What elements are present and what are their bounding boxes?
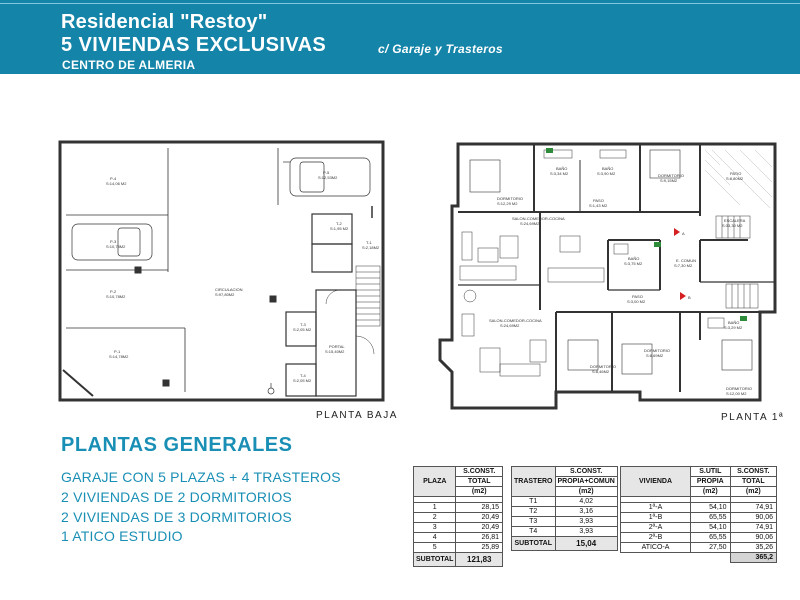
label-salon-1: SALON-COMEDOR-COCINA	[512, 216, 565, 221]
cell-sconst: 90,06	[730, 513, 776, 523]
cell-value: 26,81	[456, 533, 503, 543]
label-p2: P-2	[110, 289, 117, 294]
planta-baja-room-labels	[106, 170, 380, 383]
label-p4: P-4	[110, 176, 117, 181]
label-p2-area: S:10,78M2	[106, 294, 126, 299]
label-t4-area: S:2,05 M2	[293, 378, 312, 383]
cell-trastero: T4	[512, 527, 556, 537]
label-p4-area: S:14,06 M2	[106, 181, 127, 186]
cell-sconst: 35,26	[730, 543, 776, 553]
planta-1-label: PLANTA 1ª	[721, 412, 785, 423]
cell-plaza: 3	[414, 523, 456, 533]
th-sutil: S.UTIL	[691, 467, 731, 477]
cell-vivienda: 2ª-A	[621, 523, 691, 533]
th-plaza: PLAZA	[414, 467, 456, 497]
label-escalera: ESCALERA	[724, 218, 746, 223]
label-paso-2-area: S:3,00 M2	[627, 299, 646, 304]
th-total: TOTAL	[456, 477, 503, 487]
th-m2: (m2)	[691, 487, 731, 497]
label-salon-2-area: S:24,69M2	[500, 323, 520, 328]
desc-line-garaje: GARAJE CON 5 PLAZAS + 4 TRASTEROS	[61, 469, 341, 485]
cell-vivienda: 2ª-B	[621, 533, 691, 543]
table-plazas	[413, 466, 503, 567]
table-row	[512, 507, 618, 517]
label-t1: T-1	[366, 240, 372, 245]
stairs-drawing	[356, 266, 380, 326]
table-row	[512, 517, 618, 527]
bed-icon	[722, 340, 752, 370]
th-trastero: TRASTERO	[512, 467, 556, 497]
cell-subtotal-value: 15,04	[555, 537, 617, 551]
desc-line-atico: 1 ATICO ESTUDIO	[61, 528, 183, 544]
cell-plaza: 4	[414, 533, 456, 543]
cell-sutil: 54,10	[691, 503, 731, 513]
cell-vivienda: ATICO-A	[621, 543, 691, 553]
label-salon-1-area: S:24,69M2	[520, 221, 540, 226]
cell-total-value: 365,2	[730, 553, 776, 563]
cell-sutil: 65,55	[691, 513, 731, 523]
cell-sutil: 27,50	[691, 543, 731, 553]
label-dormitorio-a-area: S:12,29 M2	[497, 201, 518, 206]
table-subtotal-row	[414, 553, 503, 567]
label-dormitorio-b-area: S:9,15M2	[660, 178, 678, 183]
label-patio-area: S:8,80M2	[726, 176, 744, 181]
planta-1-room-labels	[489, 166, 752, 396]
label-dormitorio-e: DORMITORIO	[726, 386, 752, 391]
table-row	[414, 513, 503, 523]
cell-value: 28,15	[456, 503, 503, 513]
label-escalera-area: S:33,30 M2	[722, 223, 743, 228]
cell-sconst: 74,91	[730, 523, 776, 533]
cell-value: 25,89	[456, 543, 503, 553]
th-total: TOTAL	[730, 477, 776, 487]
cell-vivienda: 1ª-A	[621, 503, 691, 513]
label-bano-4: BAÑO	[728, 320, 740, 325]
label-dormitorio-c-area: S:8,46M2	[592, 369, 610, 374]
cell-trastero: T3	[512, 517, 556, 527]
th-propia-comun: PROPIA+COMUN	[555, 477, 617, 487]
table-row	[414, 523, 503, 533]
cell-plaza: 2	[414, 513, 456, 523]
table-subtotal-row	[512, 537, 618, 551]
table-row	[621, 503, 777, 513]
label-p3-area: S:10,78M2	[106, 244, 126, 249]
label-p5: P-5	[323, 170, 330, 175]
table-row	[414, 503, 503, 513]
cell-value: 3,93	[555, 517, 617, 527]
label-t4: T-4	[300, 373, 306, 378]
cell-subtotal-label: SUBTOTAL	[512, 537, 556, 551]
label-circulacion-area: S:97,80M2	[215, 292, 235, 297]
label-circulacion: CIRCULACION	[215, 287, 243, 292]
th-m2: (m2)	[555, 487, 617, 497]
label-dormitorio-c: DORMITORIO	[590, 364, 616, 369]
marker-b-icon	[680, 292, 691, 300]
th-m2: (m2)	[730, 487, 776, 497]
th-vivienda: VIVIENDA	[621, 467, 691, 497]
label-p5-area: S:12,53M2	[318, 175, 338, 180]
th-propia: PROPIA	[691, 477, 731, 487]
desc-line-2-dormitorios: 2 VIVIENDAS DE 2 DORMITORIOS	[61, 489, 292, 505]
cell-plaza: 1	[414, 503, 456, 513]
label-bano-3: BAÑO	[628, 256, 640, 261]
label-t3-area: S:2,05 M2	[293, 327, 312, 332]
label-p3: P-3	[110, 239, 117, 244]
cell-sconst: 90,06	[730, 533, 776, 543]
table-row	[621, 523, 777, 533]
cell-trastero: T2	[512, 507, 556, 517]
cell-value: 4,02	[555, 497, 617, 507]
table-row	[621, 513, 777, 523]
cell-subtotal-value: 121,83	[456, 553, 503, 567]
label-t3: T-3	[300, 322, 306, 327]
label-marker-a: A	[682, 231, 685, 236]
label-dormitorio-e-area: S:12,00 M2	[726, 391, 747, 396]
label-t1-area: S:2,18M2	[362, 245, 380, 250]
table-row	[414, 533, 503, 543]
accessibility-icon	[268, 383, 274, 394]
cell-plaza: 5	[414, 543, 456, 553]
plantas-generales-heading: PLANTAS GENERALES	[61, 434, 293, 456]
label-dormitorio-b: DORMITORIO	[658, 173, 684, 178]
cell-vivienda: 1ª-B	[621, 513, 691, 523]
cell-value: 3,93	[555, 527, 617, 537]
table-row	[621, 533, 777, 543]
label-portal-area: S:15,40M2	[325, 349, 345, 354]
label-p1-area: S:14,78M2	[109, 354, 129, 359]
planta-baja-label: PLANTA BAJA	[316, 410, 398, 421]
marker-a-icon	[674, 228, 685, 236]
label-paso: PASO	[593, 198, 604, 203]
label-bano-2-area: S:3,90 M2	[597, 171, 616, 176]
label-e-comun: E. COMUN	[676, 258, 696, 263]
label-bano-1: BAÑO	[556, 166, 568, 171]
th-m2: (m2)	[456, 487, 503, 497]
label-p1: P-1	[114, 349, 121, 354]
label-t2: T-2	[336, 221, 342, 226]
label-bano-3-area: S:3,75 M2	[624, 261, 643, 266]
table-row	[621, 543, 777, 553]
cell-value: 20,49	[456, 513, 503, 523]
stairs-drawing	[716, 216, 758, 308]
title-viviendas: 5 VIVIENDAS EXCLUSIVAS	[61, 34, 327, 56]
label-bano-2: BAÑO	[602, 166, 614, 171]
cell-sconst: 74,91	[730, 503, 776, 513]
label-dormitorio-d-area: S:8,69M2	[646, 353, 664, 358]
table-viviendas	[620, 466, 777, 563]
label-paso-area: S:1,43 M2	[589, 203, 608, 208]
desc-line-3-dormitorios: 2 VIVIENDAS DE 3 DORMITORIOS	[61, 509, 292, 525]
cell-trastero: T1	[512, 497, 556, 507]
table-total-row	[621, 553, 777, 563]
cell-value: 3,16	[555, 507, 617, 517]
label-t2-area: S:1,95 M2	[330, 226, 349, 231]
cell-sutil: 54,10	[691, 523, 731, 533]
subtitle-garaje: c/ Garaje y Trasteros	[378, 42, 503, 56]
label-salon-2: SALON-COMEDOR-COCINA	[489, 318, 542, 323]
cell-subtotal-label: SUBTOTAL	[414, 553, 456, 567]
label-dormitorio-a: DORMITORIO	[497, 196, 523, 201]
label-marker-b: B	[688, 295, 691, 300]
th-sconst: S.CONST.	[730, 467, 776, 477]
cell-value: 20,49	[456, 523, 503, 533]
label-paso-2: PASO	[632, 294, 643, 299]
label-portal: PORTAL	[329, 344, 345, 349]
label-bano-4-area: S:3,29 M2	[724, 325, 743, 330]
table-row	[414, 543, 503, 553]
th-sconst: S.CONST.	[456, 467, 503, 477]
th-sconst: S.CONST.	[555, 467, 617, 477]
cell-sutil: 65,55	[691, 533, 731, 543]
title-residencial: Residencial "Restoy"	[61, 11, 268, 33]
table-row	[512, 497, 618, 507]
label-patio: PATIO	[730, 171, 742, 176]
table-trasteros	[511, 466, 618, 551]
label-dormitorio-d: DORMITORIO	[644, 348, 670, 353]
label-e-comun-area: S:7,30 M2	[674, 263, 693, 268]
title-location: CENTRO DE ALMERIA	[62, 58, 196, 72]
table-row	[512, 527, 618, 537]
label-bano-1-area: S:3,34 M2	[550, 171, 569, 176]
bed-icon	[470, 160, 500, 192]
